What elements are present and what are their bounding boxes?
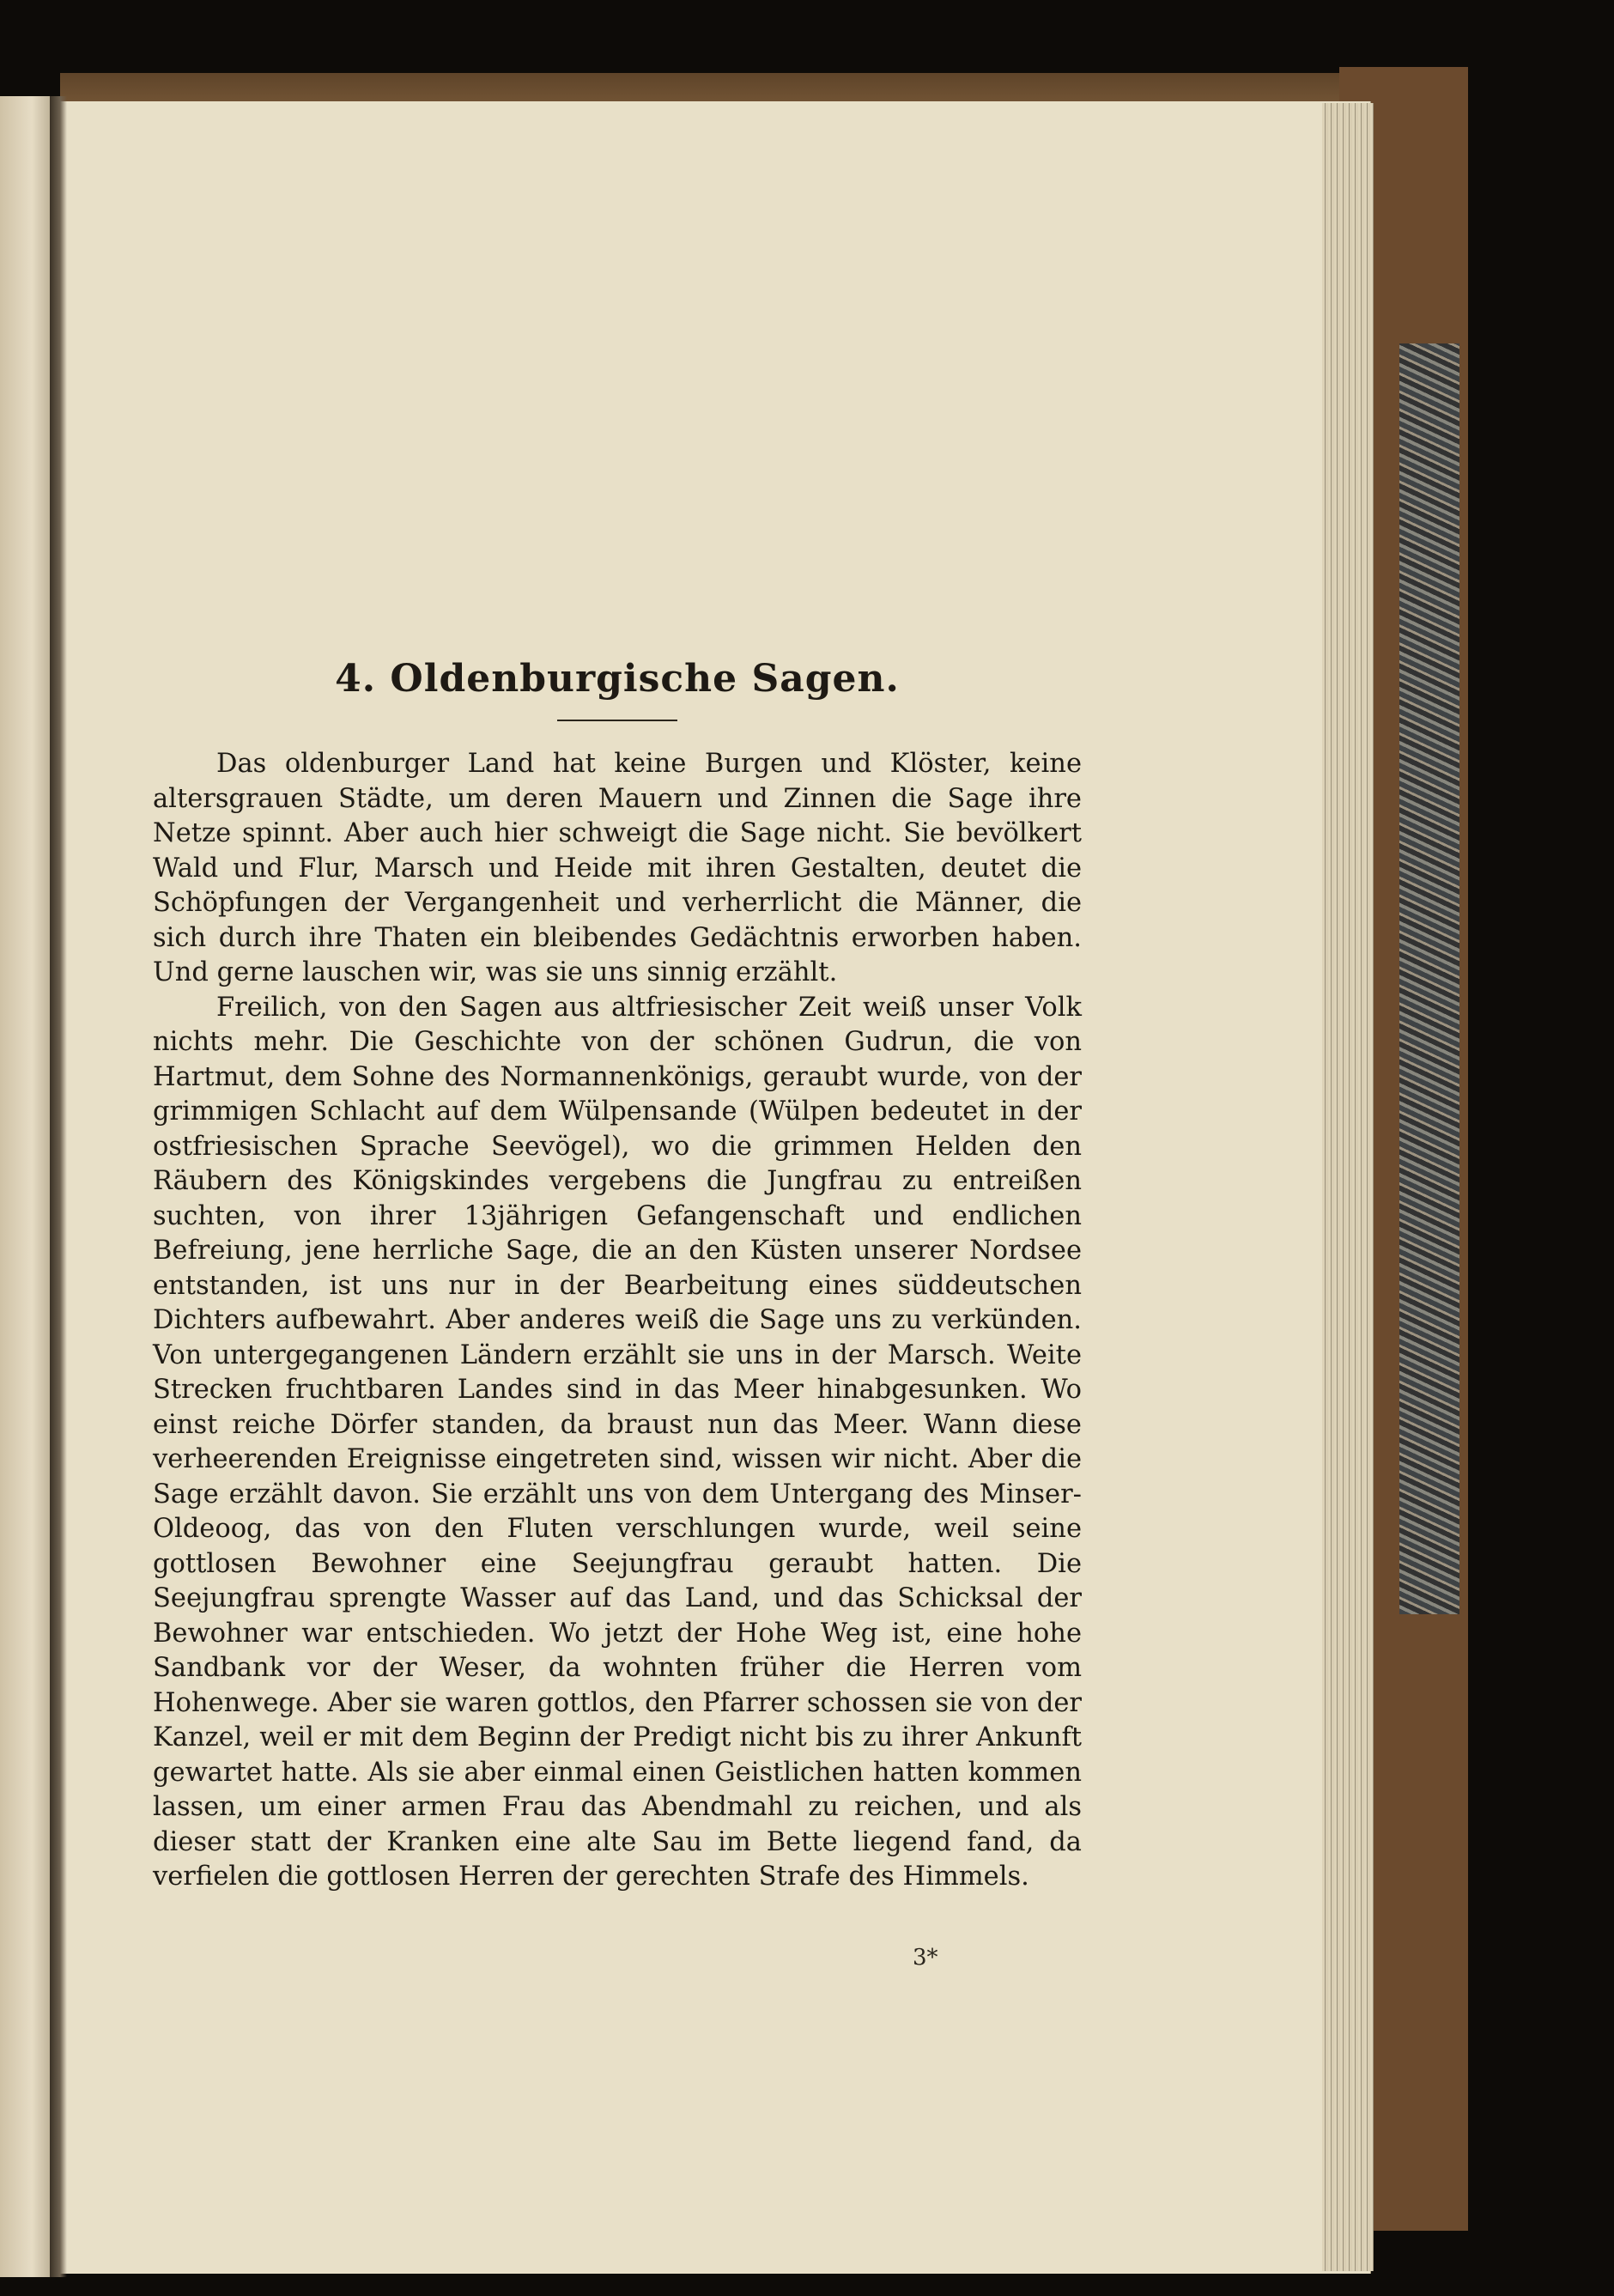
paragraph-1: Das oldenburger Land hat keine Burgen und Klöster, keine altersgrauen Städte, um deren Mauern und Zinnen die Sage ihre Netze spinnt. Aber auch hier schweigt die Sage nicht. Sie bevölkert Wald und Flur, Marsch und Heide mit ihren Gestalten, deutet die Schöpfungen der Vergangenheit und verherrlicht die Männer, die sich durch ihre Thaten ein bleibendes Gedächtnis erworben haben. Und gerne lauschen wir, was sie uns sinnig erzählt. (153, 749, 1082, 987)
page-stack-edges (1322, 103, 1374, 2271)
spine-gutter (50, 96, 67, 2277)
chapter-heading: 4. Oldenburgische Sagen. (335, 657, 900, 701)
signature-mark: 3* (913, 1945, 938, 1971)
text-block (153, 657, 1082, 1895)
body-text (153, 747, 1082, 1895)
marbled-cover-edge (1399, 343, 1459, 1614)
paragraph-2: Freilich, von den Sagen aus altfriesischer Zeit weiß unser Volk nichts mehr. Die Geschichte von der schönen Gudrun, die von Hartmut, dem Sohne des Normannenkönigs, geraubt wurde, von der grimmigen Schlacht auf dem Wülpensande (Wülpen bedeutet in der ostfriesischen Sprache Seevögel), wo die grimmen Helden den Räubern des Königskindes vergebens die Jungfrau zu entreißen suchten, von ihrer 13jährigen Gefangenschaft und endlichen Befreiung, jene herrliche Sage, die an den Küsten unserer Nordsee entstanden, ist uns nur in der Bearbeitung eines süddeutschen Dichters aufbewahrt. Aber anderes weiß die Sage uns zu verkünden. Von untergegangenen Ländern erzählt sie uns in der Marsch. Weite Strecken fruchtbaren Landes sind in das Meer hinabgesunken. Wo einst reiche Dörfer standen, da braust nun das Meer. Wann diese verheerenden Ereignisse eingetreten sind, wissen wir nicht. Aber die Sage erzählt davon. Sie erzählt uns von dem Untergang des Minser-Oldeoog, das von den Fluten verschlungen wurde, weil seine gottlosen Bewohner eine Seejungfrau geraubt hatten. Die Seejungfrau sprengte Wasser auf das Land, und das Schicksal der Bewohner war entschieden. Wo jetzt der Hohe Weg ist, eine hohe Sandbank vor der Weser, da wohnten früher die Herren vom Hohenwege. Aber sie waren gottlos, den Pfarrer schossen sie von der Kanzel, weil er mit dem Beginn der Predigt nicht bis zu ihrer Ankunft gewartet hatte. Als sie aber einmal einen Geistlichen hatten kommen lassen, um einer armen Frau das Abendmahl zu reichen, und als dieser statt der Kranken eine alte Sau im Bette liegend fand, da verfielen die gottlosen Herren der gerechten Strafe des Himmels. (153, 992, 1082, 1892)
heading-rule (557, 720, 677, 721)
left-page-edge (0, 96, 53, 2277)
